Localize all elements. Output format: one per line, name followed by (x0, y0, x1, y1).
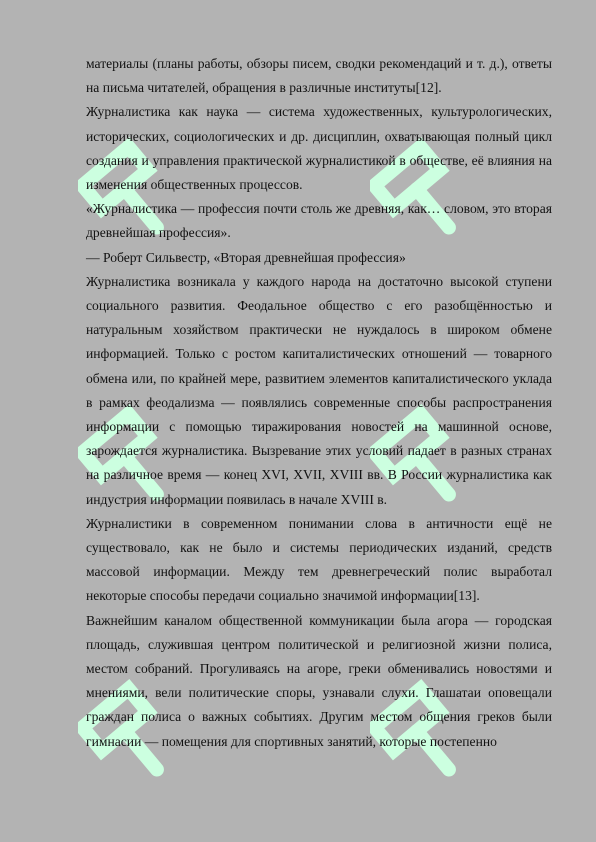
paragraph-definition: Журналистика как наука — система художественных, культурологических, исторических, социологических и др. дисциплин, охватывающая полный цикл создания и управления практической журналистикой в обществе, её влияния на изменения общественных процессов. (86, 104, 552, 193)
paragraph-antiquity: Журналистики в современном понимании слова в античности ещё не существовало, как не было и системы периодических изданий, средств массовой информации. Между тем древнегреческий полис выработал некоторые способы передачи социально значимой информации[13]. (86, 515, 552, 604)
quote: «Журналистика — профессия почти столь же древняя, как… словом, это вторая древнейшая профессия». (86, 201, 552, 241)
quote-attribution: — Роберт Сильвестр, «Вторая древнейшая профессия» (86, 249, 406, 265)
paragraph-history: Журналистика возникала у каждого народа на достаточно высокой ступени социального развития. Феодальное общество с его разобщённостью и натуральным хозяйством практически не нуждалось в широком обмене информацией. Только с ростом капиталистических отношений — товарного обмена или, по крайней мере, развитием элементов капиталистического уклада в рамках феодализма — появлялись современные способы распространения информации с помощью тиражирования новостей на машинной основе, зарождается журналистика. Вызревание этих условий падает в разных странах на различное время — конец XVI, XVII, XVIII вв. В России журналистика как индустрия информации появилась в начале XVIII в. (86, 273, 552, 507)
paragraph-continuation: материалы (планы работы, обзоры писем, сводки рекомендаций и т. д.), ответы на письма читателей, обращения в различные институты[12]. (86, 56, 552, 96)
paragraph-agora: Важнейшим каналом общественной коммуникации была агора — городская площадь, служившая центром политической и религиозной жизни полиса, местом собраний. Прогуливаясь на агоре, греки обменивались новостями и мнениями, вели политические споры, узнавали слухи. Глашатаи оповещали граждан полиса о важных событиях. Другим местом общения греков были гимнасии — помещения для спортивных занятий, которые постепенно (86, 612, 552, 749)
document-body (86, 52, 552, 754)
